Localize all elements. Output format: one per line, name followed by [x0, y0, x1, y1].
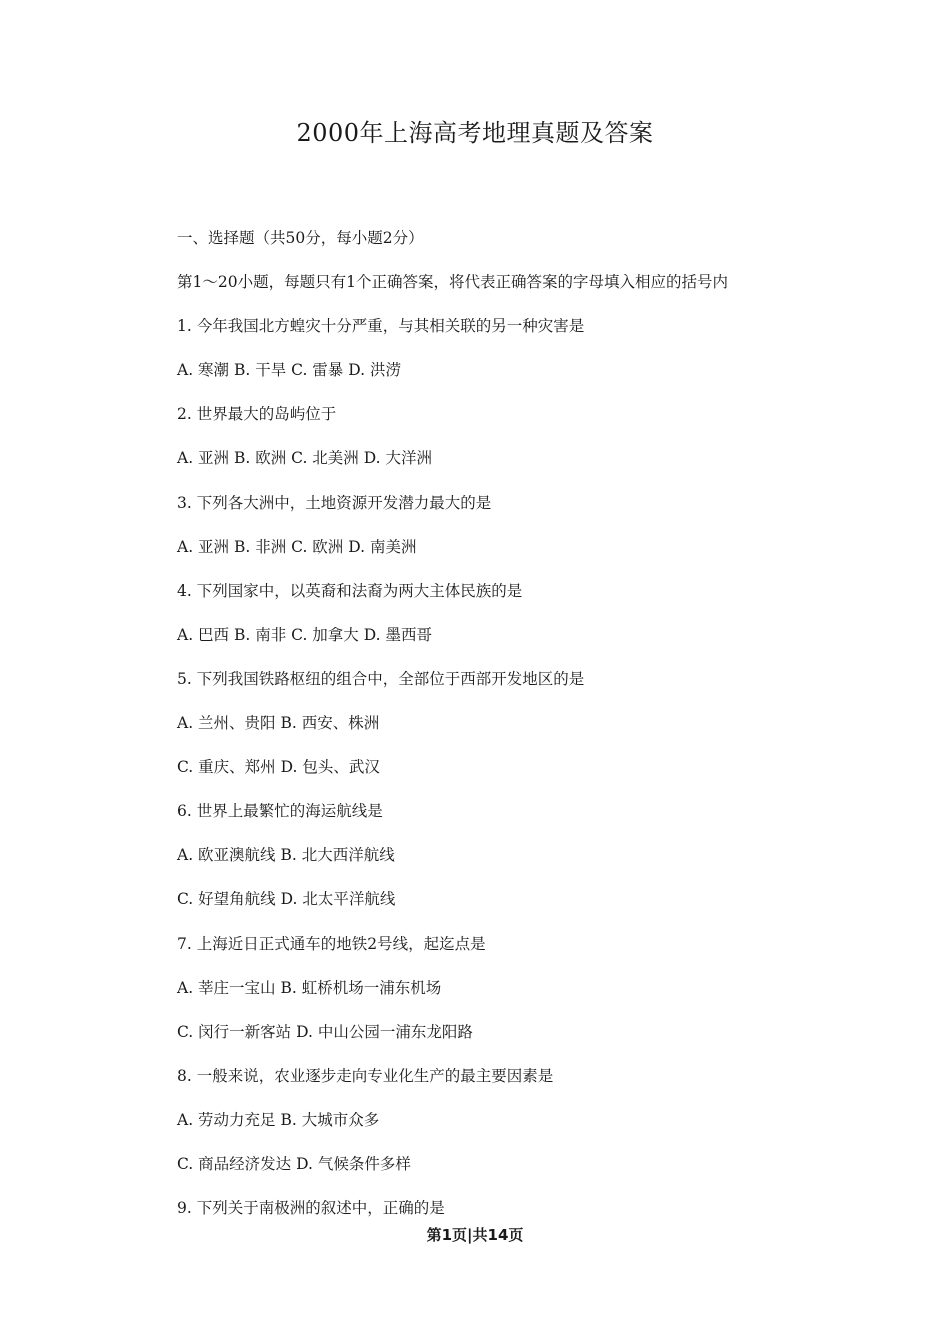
- question-9: 9. 下列关于南极洲的叙述中，正确的是: [177, 1199, 445, 1218]
- page-footer: 第1页|共14页: [426, 1226, 524, 1244]
- question-7-options-cd: C. 闵行一新客站 D. 中山公园一浦东龙阳路: [177, 1022, 473, 1041]
- question-5: 5. 下列我国铁路枢纽的组合中，全部位于西部开发地区的是: [177, 669, 585, 688]
- question-8-options-ab: A. 劳动力充足 B. 大城市众多: [177, 1110, 380, 1129]
- section-heading: 一、选择题（共50分，每小题2分）: [177, 229, 424, 247]
- question-1: 1. 今年我国北方蝗灾十分严重，与其相关联的另一种灾害是: [177, 317, 585, 336]
- question-5-options-ab: A. 兰州、贵阳 B. 西安、株洲: [177, 714, 380, 733]
- question-3-options: A. 亚洲 B. 非洲 C. 欧洲 D. 南美洲: [177, 537, 417, 556]
- document-body: [177, 226, 817, 1240]
- question-7-options-ab: A. 莘庄一宝山 B. 虹桥机场一浦东机场: [177, 978, 442, 997]
- question-6-options-ab: A. 欧亚澳航线 B. 北大西洋航线: [177, 846, 395, 865]
- question-8: 8. 一般来说，农业逐步走向专业化生产的最主要因素是: [177, 1066, 554, 1085]
- question-5-options-cd: C. 重庆、郑州 D. 包头、武汉: [177, 758, 380, 777]
- question-4-options: A. 巴西 B. 南非 C. 加拿大 D. 墨西哥: [177, 625, 432, 644]
- instructions: 第1～20小题，每题只有1个正确答案，将代表正确答案的字母填入相应的括号内: [177, 273, 728, 292]
- question-1-options: A. 寒潮 B. 干旱 C. 雷暴 D. 洪涝: [177, 361, 401, 380]
- question-7: 7. 上海近日正式通车的地铁2号线，起迄点是: [177, 934, 486, 953]
- question-3: 3. 下列各大洲中，土地资源开发潜力最大的是: [177, 493, 492, 512]
- question-6-options-cd: C. 好望角航线 D. 北太平洋航线: [177, 890, 396, 909]
- question-2-options: A. 亚洲 B. 欧洲 C. 北美洲 D. 大洋洲: [177, 449, 432, 468]
- question-8-options-cd: C. 商品经济发达 D. 气候条件多样: [177, 1154, 411, 1173]
- question-4: 4. 下列国家中，以英裔和法裔为两大主体民族的是: [177, 581, 523, 600]
- document-title: 2000年上海高考地理真题及答案: [296, 119, 654, 147]
- question-2: 2. 世界最大的岛屿位于: [177, 405, 337, 424]
- question-6: 6. 世界上最繁忙的海运航线是: [177, 802, 383, 821]
